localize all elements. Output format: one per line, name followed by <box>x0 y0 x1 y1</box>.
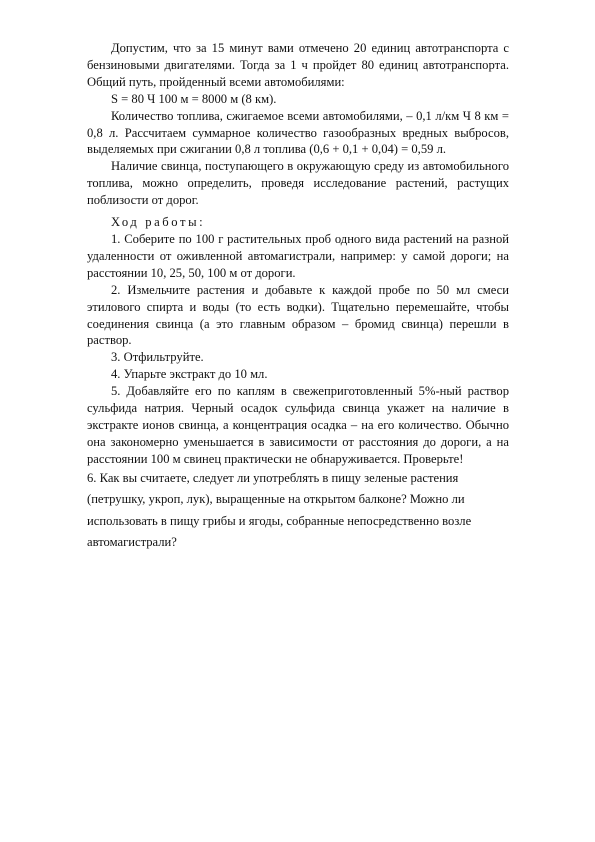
formula-total-distance: S = 80 Ч 100 м = 8000 м (8 км). <box>111 91 277 106</box>
step-6-question: 6. Как вы считаете, следует ли употреблять в пищу зеленые растения (петрушку, укроп, лук), выращенные на открытом балконе? Можно ли использовать в пищу грибы и ягоды, собранные непосредственно возле автомагистрали? <box>87 470 472 550</box>
step-3: 3. Отфильтруйте. <box>111 350 204 365</box>
step-4: 4. Упарьте экстракт до 10 мл. <box>111 367 268 382</box>
document-body <box>87 40 509 554</box>
step-5: 5. Добавляйте его по каплям в свежеприготовленный 5%-ный раствор сульфида натрия. Черный осадок сульфида свинца укажет на наличие в экстракте ионов свинца, а концентрация осадка – на его количество. Обычно она закономерно уменьшается в зависимости от расстояния до дороги, а на расстоянии 100 м свинец практически не обнаруживается. Проверьте! <box>87 384 509 466</box>
section-heading <box>87 214 509 231</box>
paragraph-fuel-consumption: Количество топлива, сжигаемое всеми автомобилями, – 0,1 л/км Ч 8 км = 0,8 л. Рассчитаем суммарное количество газообразных вредных выбросов, выделяемых при сжигании 0,8 л топлива (0,6 + 0,1 + 0,04) = 0,59 л. <box>87 108 509 157</box>
step-2: 2. Измельчите растения и добавьте к каждой пробе по 50 мл смеси этилового спирта и воды (то есть водки). Тщательно перемешайте, чтобы соединения свинца (а это главным образом – бромид свинца) перешли в раствор. <box>87 282 509 348</box>
paragraph-lead-presence: Наличие свинца, поступающего в окружающую среду из автомобильного топлива, можно определить, проведя исследование растений, растущих поблизости от дорог. <box>87 159 509 208</box>
paragraph-traffic-count: Допустим, что за 15 минут вами отмечено 20 единиц автотранспорта с бензиновыми двигателями. Тогда за 1 ч пройдет 80 единиц автотранспорта. Общий путь, пройденный всеми автомобилями: <box>87 41 509 89</box>
step-1: 1. Соберите по 100 г растительных проб одного вида растений на разной удаленности от оживленной автомагистрали, например: у самой дороги; на расстоянии 10, 25, 50, 100 м от дороги. <box>87 231 509 280</box>
section-heading-text: Ход работы: <box>111 215 206 230</box>
